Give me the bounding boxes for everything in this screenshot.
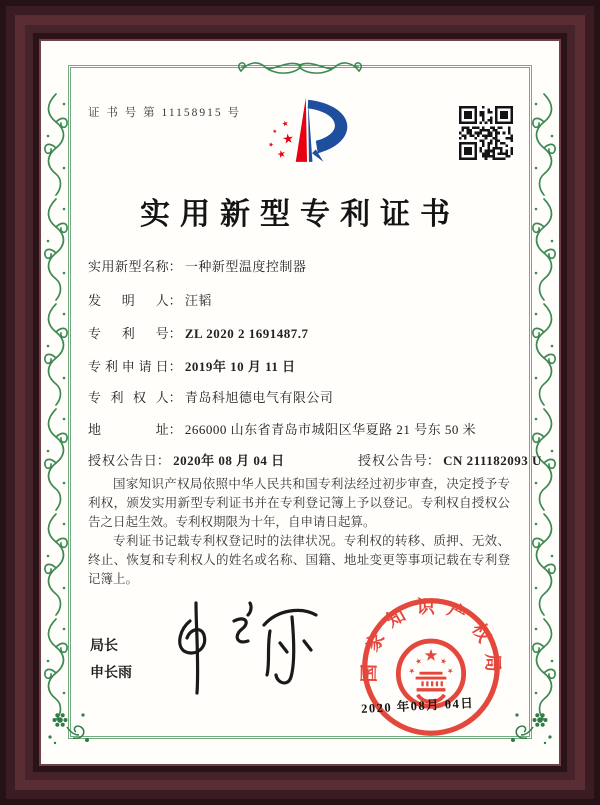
legal-paragraph-1: 国家知识产权局依照中华人民共和国专利法经过初步审查，决定授予专利权，颁发实用新型专利证书并在专利登记簿上予以登记。专利权自授权公告之日起生效。专利权期限为十年，自申请日起算。 — [88, 477, 510, 529]
field-label: 授权公告日 — [88, 453, 157, 468]
top-flourish-ornament — [235, 53, 365, 81]
colon: ： — [168, 390, 182, 405]
field-patentee — [88, 387, 333, 406]
cnipa-logo-icon — [262, 95, 362, 179]
field-patent-number — [88, 323, 308, 342]
legal-paragraph-2: 专利证书记载专利权登记时的法律状况。专利权的转移、质押、无效、终止、恢复和专利权人的姓名或名称、国籍、地址变更等事项记载在专利登记簿上。 — [88, 534, 510, 586]
director-signature — [158, 593, 338, 705]
legal-text — [88, 475, 510, 589]
field-label: 发 明 人 — [88, 293, 169, 308]
colon: ： — [426, 453, 440, 468]
right-scroll-ornament — [532, 91, 558, 723]
colon: ： — [168, 422, 182, 437]
field-value: ZL 2020 2 1691487.7 — [184, 326, 309, 341]
field-application-date — [88, 356, 296, 375]
field-utility-model-name — [88, 256, 306, 275]
left-scroll-ornament — [42, 91, 68, 723]
field-inventor — [88, 290, 212, 309]
colon: ： — [156, 453, 170, 468]
field-value: 266000 山东省青岛市城阳区华夏路 21 号东 50 米 — [184, 422, 477, 437]
field-grant-date — [88, 453, 285, 468]
certificate-number: 证 书 号 第 11158915 号 — [88, 107, 242, 119]
seal-date: 2020 年08月 04日 — [360, 696, 475, 716]
field-label: 专 利 号 — [88, 326, 169, 341]
field-value: 青岛科旭德电气有限公司 — [184, 390, 334, 405]
field-label: 地 址 — [88, 422, 169, 437]
certificate-title: 实用新型专利证书 — [140, 198, 460, 231]
colon: ： — [168, 326, 182, 341]
field-value: CN 211182093 U — [443, 453, 542, 468]
certificate-paper — [41, 41, 559, 764]
field-value: 汪韬 — [184, 293, 212, 308]
director-title: 局长 — [90, 637, 118, 653]
director-name: 申长雨 — [90, 664, 132, 680]
official-seal — [359, 595, 503, 739]
field-label: 实用新型名称 — [88, 259, 169, 274]
field-label: 授权公告号 — [358, 453, 427, 468]
qr-code — [459, 106, 513, 160]
field-grant-row — [88, 450, 542, 469]
field-label: 专利申请日 — [88, 359, 169, 374]
field-grant-number — [358, 450, 542, 469]
colon: ： — [168, 259, 182, 274]
field-value: 2020年 08 月 04 日 — [173, 453, 285, 468]
colon: ： — [168, 359, 182, 374]
field-label: 专 利 权 人 — [88, 390, 169, 405]
seal-text: 国家知识产权局 — [359, 597, 503, 683]
field-value: 一种新型温度控制器 — [184, 259, 307, 274]
field-value: 2019年 10 月 11 日 — [184, 359, 296, 374]
colon: ： — [168, 293, 182, 308]
bottom-right-floral-icon — [509, 707, 555, 747]
bottom-left-floral-icon — [45, 707, 91, 747]
field-address — [88, 419, 476, 438]
